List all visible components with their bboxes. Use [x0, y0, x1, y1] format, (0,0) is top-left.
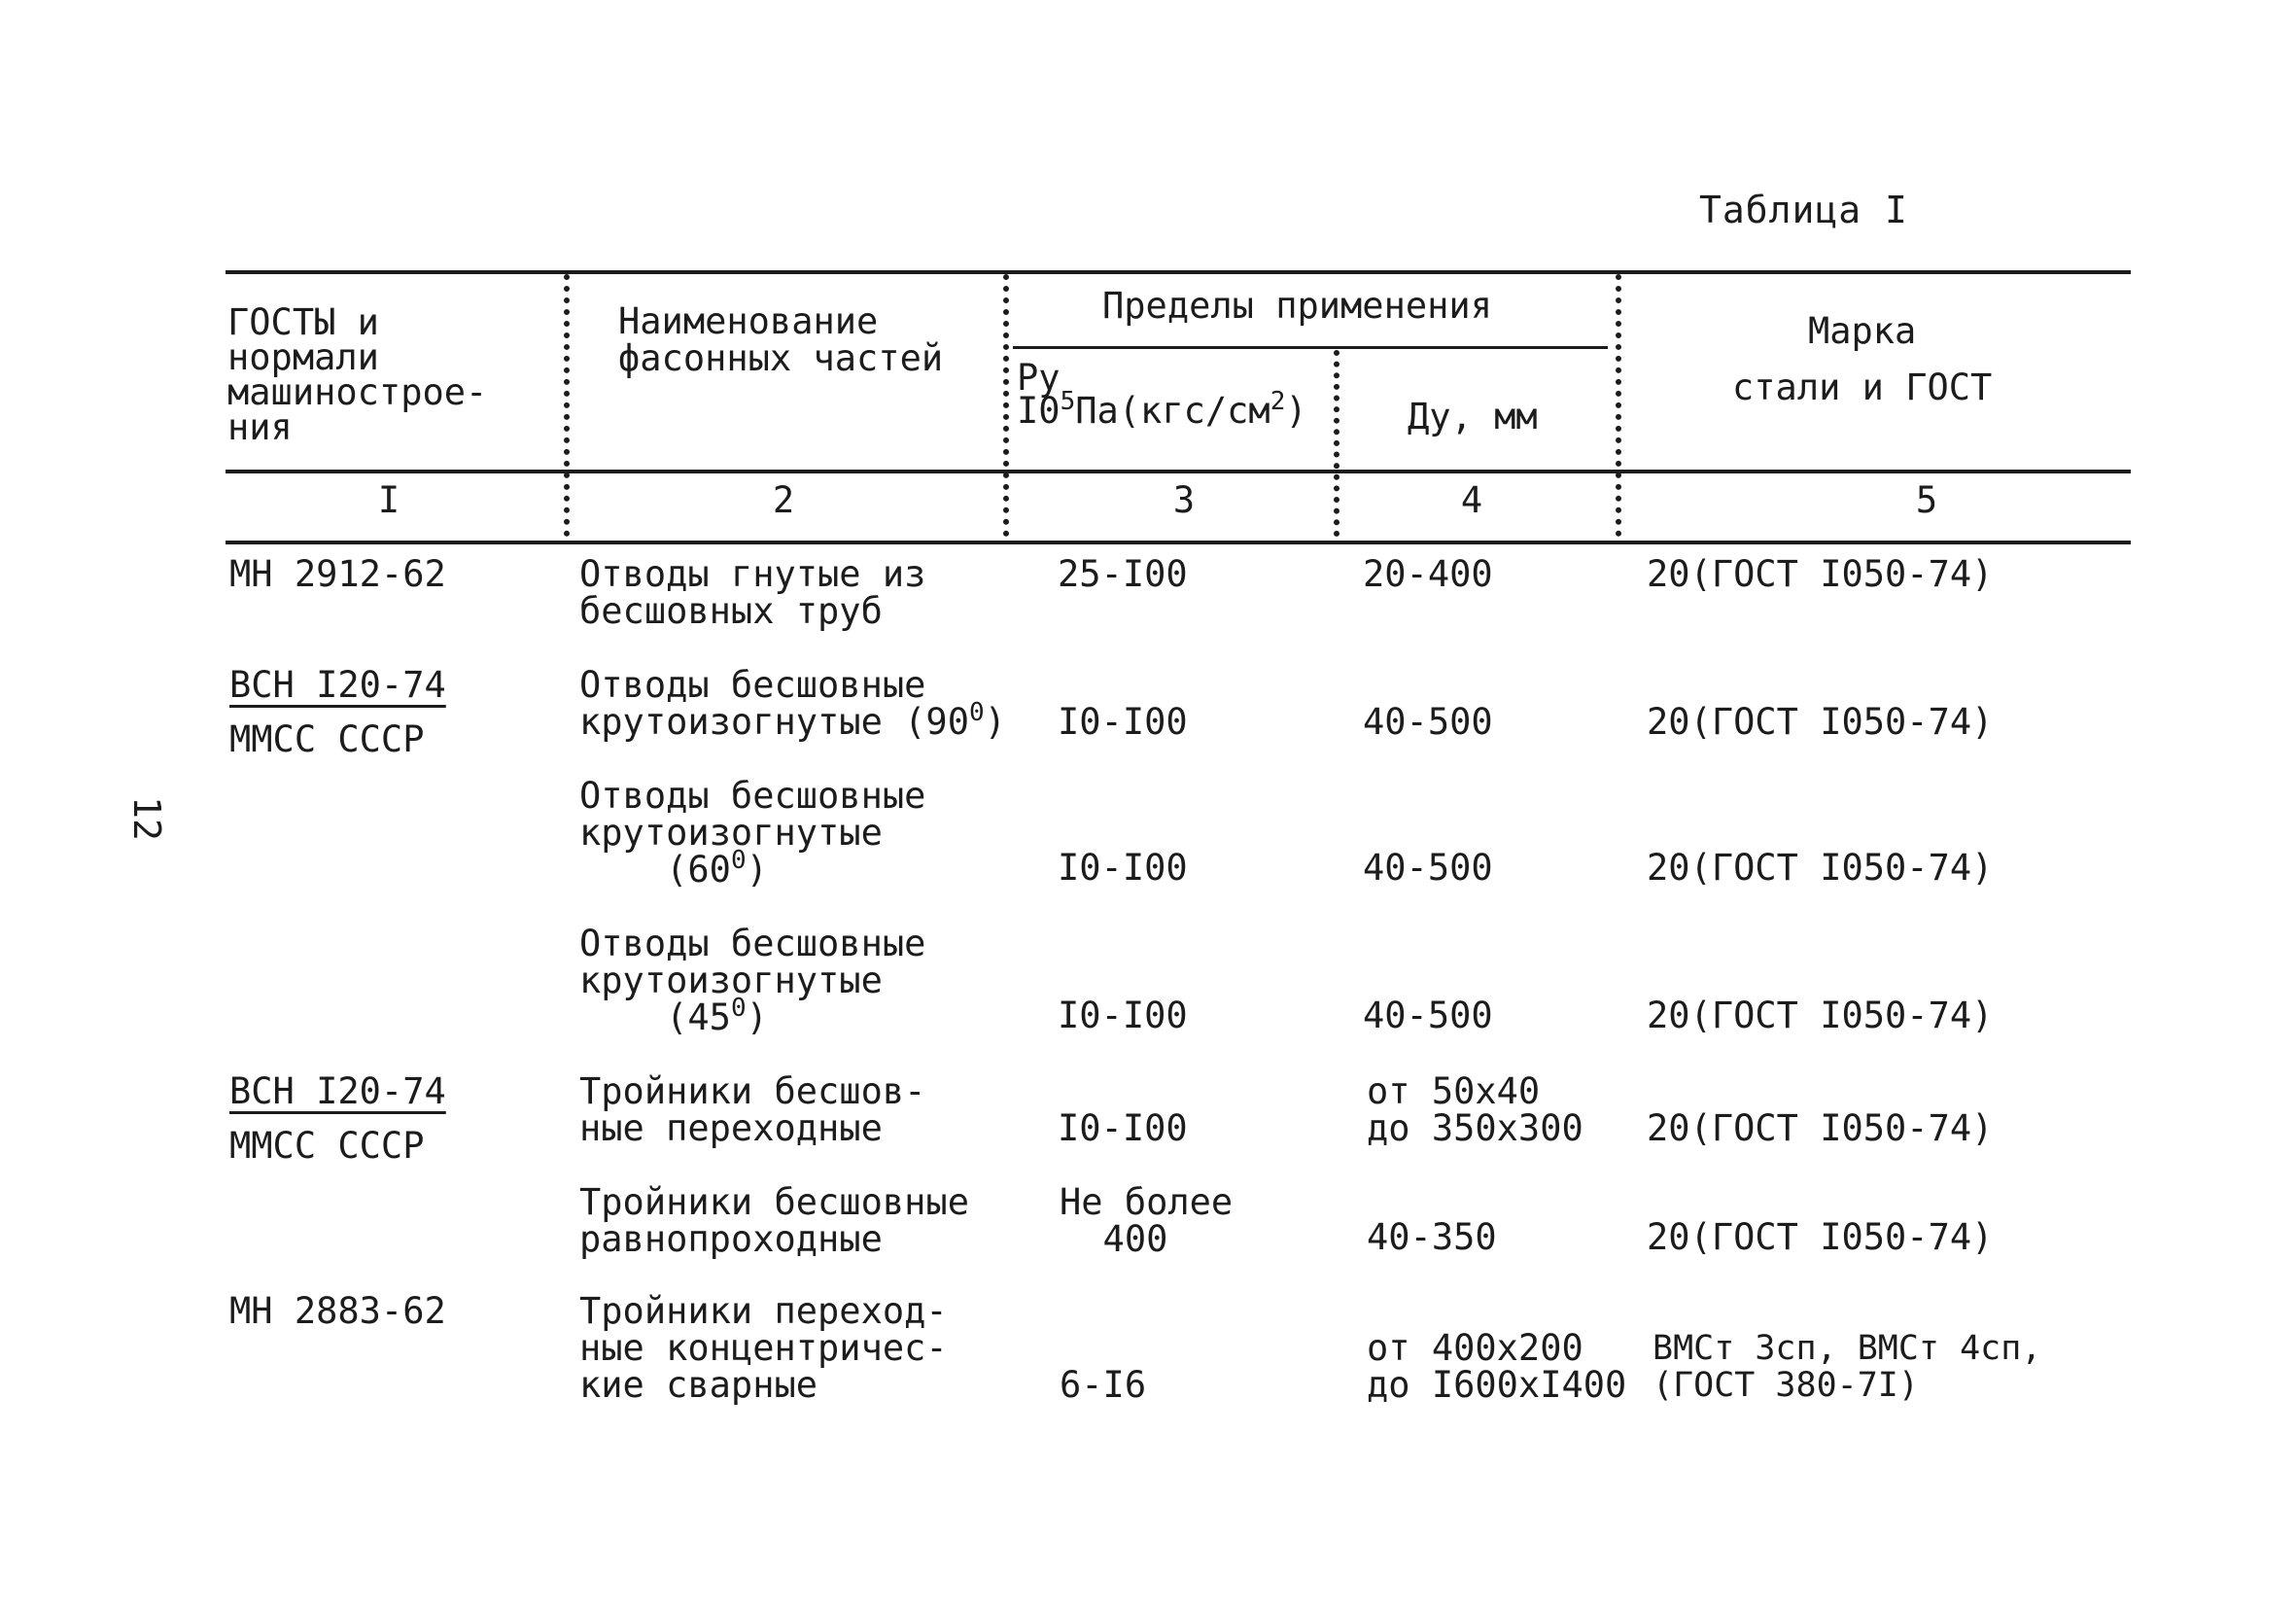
table-row-4-name-close: ) [746, 996, 768, 1038]
table-row-5-standard-body: ММСС СССР [229, 1125, 425, 1167]
table-row-2-steel: 20(ГОСТ I050-74) [1647, 701, 1994, 743]
header-application-limits: Пределы применения [1102, 285, 1492, 327]
header-pressure [1017, 357, 1307, 432]
table-row-3-name-text: Отводы бесшовные крутоизогнутые (60 [579, 775, 926, 891]
table-row-2-degree: 0 [968, 698, 985, 727]
table-row-5-steel: 20(ГОСТ I050-74) [1647, 1107, 1994, 1149]
table-row-2-name-close: ) [984, 701, 1006, 743]
table-row-5-diameter: от 50х40 до 350х300 [1367, 1070, 1583, 1149]
table-row-5-standard: ВСН I20-74 [229, 1070, 446, 1112]
table-row-3-name-close: ) [746, 849, 768, 891]
column-number-5: 5 [1915, 479, 1938, 521]
header-separator-2 [1003, 274, 1009, 537]
table-row-2-name-text: Отводы бесшовные крутоизогнутые (90 [579, 664, 969, 743]
table-row-2-standard-body: ММСС СССР [229, 718, 425, 760]
header-bottom-rule [226, 470, 2131, 473]
table-row-2-diameter: 40-500 [1363, 701, 1493, 743]
table-row-6-steel: 20(ГОСТ I050-74) [1647, 1216, 1994, 1258]
column-number-3: 3 [1172, 479, 1196, 521]
table-row-7-diameter: от 400х200 до I600хI400 [1367, 1327, 1627, 1406]
header-standards: ГОСТЫ и нормали машинострое- ния [227, 301, 488, 448]
numbers-bottom-rule [226, 541, 2131, 544]
table-row-4-name [579, 923, 926, 1038]
column-number-1: I [377, 479, 400, 521]
header-steel-grade: Марка стали и ГОСТ [1732, 310, 1993, 408]
table-row-6-pressure: Не более 400 [1060, 1181, 1234, 1260]
table-row-4-pressure: I0-I00 [1058, 995, 1188, 1036]
table-row-7-pressure: 6-I6 [1060, 1364, 1147, 1406]
table-row-7-standard: МН 2883-62 [229, 1290, 446, 1332]
table-row-1-diameter: 20-400 [1363, 553, 1493, 595]
header-pressure-base: I0 [1017, 390, 1061, 432]
group-header-rule [1013, 346, 1608, 349]
table-row-3-name [579, 775, 926, 891]
table-row-1-name: Отводы гнутые из бесшовных труб [579, 553, 926, 632]
column-number-4: 4 [1460, 479, 1483, 521]
table-row-3-diameter: 40-500 [1363, 847, 1493, 889]
table-row-3-steel: 20(ГОСТ I050-74) [1647, 847, 1994, 889]
header-separator-4 [1616, 274, 1621, 537]
header-pressure-close: ) [1285, 390, 1307, 432]
table-row-4-steel: 20(ГОСТ I050-74) [1647, 995, 1994, 1036]
header-part-name: Наименование фасонных частей [618, 300, 944, 379]
table-row-2-standard: ВСН I20-74 [229, 664, 446, 706]
column-number-2: 2 [772, 479, 795, 521]
header-pressure-unit: Па(кгс/см [1075, 390, 1270, 432]
table-row-5-name: Тройники бесшов- ные переходные [579, 1070, 926, 1149]
table-row-5-pressure: I0-I00 [1058, 1107, 1188, 1149]
table-row-7-steel: ВМСт 3сп, ВМСт 4сп, (ГОСТ 380-7I) [1652, 1329, 2042, 1405]
table-row-2-pressure: I0-I00 [1058, 701, 1188, 743]
table-row-4-degree: 0 [730, 994, 747, 1023]
table-row-6-name: Тройники бесшовные равнопроходные [579, 1181, 969, 1260]
header-pressure-symbol: Ру [1017, 357, 1061, 399]
table-row-4-diameter: 40-500 [1363, 995, 1493, 1036]
table-row-1-standard: МН 2912-62 [229, 553, 446, 595]
table-top-rule [226, 270, 2131, 274]
table-row-7-name: Тройники переход- ные концентричес- кие сварные [579, 1290, 948, 1406]
header-separator-1 [564, 274, 570, 537]
table-row-3-degree: 0 [730, 846, 747, 875]
table-row-2-name [579, 664, 1006, 743]
header-pressure-exponent: 5 [1060, 387, 1076, 416]
header-pressure-unit-exponent: 2 [1270, 387, 1286, 416]
table-row-3-pressure: I0-I00 [1058, 847, 1188, 889]
header-separator-3 [1334, 350, 1339, 537]
table-row-4-name-text: Отводы бесшовные крутоизогнутые (45 [579, 923, 926, 1038]
page-number: 12 [124, 796, 168, 841]
table-row-1-steel: 20(ГОСТ I050-74) [1647, 553, 1994, 595]
table-row-1-pressure: 25-I00 [1058, 553, 1188, 595]
header-diameter: Ду, мм [1408, 396, 1538, 437]
table-row-6-diameter: 40-350 [1367, 1216, 1497, 1258]
table-caption: Таблица I [1699, 189, 1908, 231]
